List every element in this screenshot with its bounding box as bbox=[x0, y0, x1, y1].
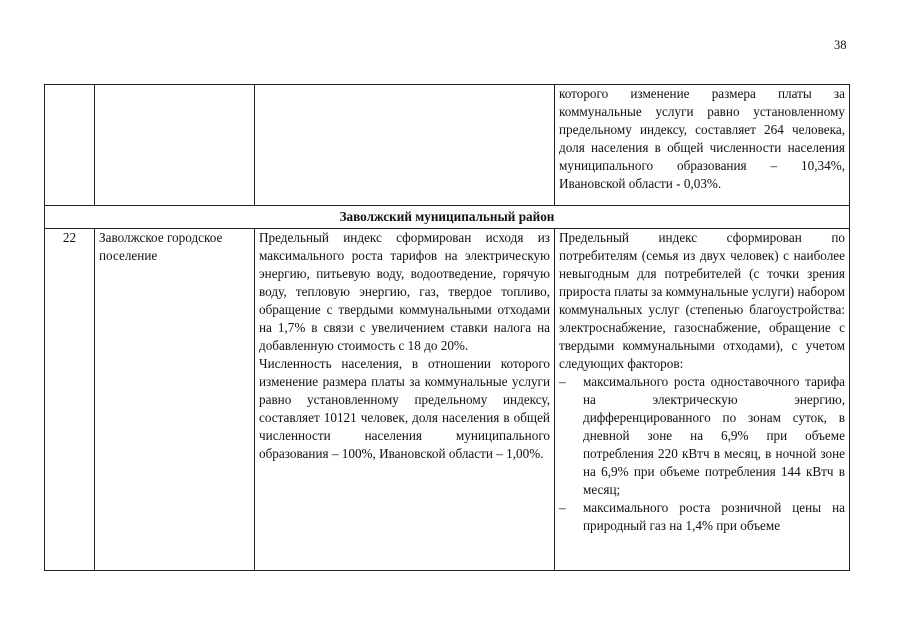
population-paragraph: Численность населения, в отношении которого изменение размера платы за коммунальные услуги равно установленному предельному индексу, составляет 10121 человек, доля населения в общей численности населения муниципального образования – 100%, Ивановской области – 1,00%. bbox=[259, 356, 550, 461]
cell-population-continuation: которого изменение размера платы за коммунальные услуги равно установленному предельному индексу, составляет 264 человека, доля населения в общей численности населения муниципального образования – 10,34%, Ивановской области - 0,03%. bbox=[555, 85, 850, 206]
factor-text: максимального роста одноставочного тарифа на электрическую энергию, дифференцированного по зонам суток, в дневной зоне на 6,9% при объеме потребления 220 кВтч в месяц, в ночной зоне на 6,9% при объеме потребления 144 кВтч в месяц; bbox=[583, 374, 845, 497]
index-basis-paragraph: Предельный индекс сформирован исходя из максимального роста тарифов на электрическую энергию, питьевую воду, водоотведение, горячую воду, тепловую энергию, газ, твердое топливо, обращение с твердыми коммунальными отходами на 1,7% в связи с увеличением ставки налога на добавленную стоимость с 18 до 20%. bbox=[259, 230, 550, 353]
table-row-section bbox=[45, 206, 850, 229]
municipality-name: Заволжское городское поселение bbox=[95, 229, 255, 571]
dash-bullet-icon: – bbox=[559, 500, 566, 515]
cell-basis-empty bbox=[255, 85, 555, 206]
tariff-table bbox=[44, 84, 850, 571]
cell-number-empty bbox=[45, 85, 95, 206]
cell-name-empty bbox=[95, 85, 255, 206]
factor-text: максимального роста розничной цены на природный газ на 1,4% при объеме bbox=[583, 500, 845, 533]
cell-index-basis bbox=[255, 229, 555, 571]
consumer-intro-paragraph: Предельный индекс сформирован по потребителям (семья из двух человек) с наиболее невыгодным для потребителей (с точки зрения прироста платы за коммунальные услуги) набором коммунальных услуг (степенью благоустройства: электроснабжение, газоснабжение, обращение с твердыми коммунальными отходами), с учетом следующих факторов: bbox=[559, 230, 845, 371]
factors-list bbox=[559, 373, 845, 535]
cell-consumer-basis bbox=[555, 229, 850, 571]
page-number: 38 bbox=[834, 38, 847, 52]
list-item bbox=[559, 499, 845, 535]
list-item bbox=[559, 373, 845, 499]
section-title: Заволжский муниципальный район bbox=[45, 206, 850, 229]
dash-bullet-icon: – bbox=[559, 374, 566, 389]
table-row-continuation bbox=[45, 85, 850, 206]
row-number: 22 bbox=[45, 229, 95, 571]
table-row bbox=[45, 229, 850, 571]
